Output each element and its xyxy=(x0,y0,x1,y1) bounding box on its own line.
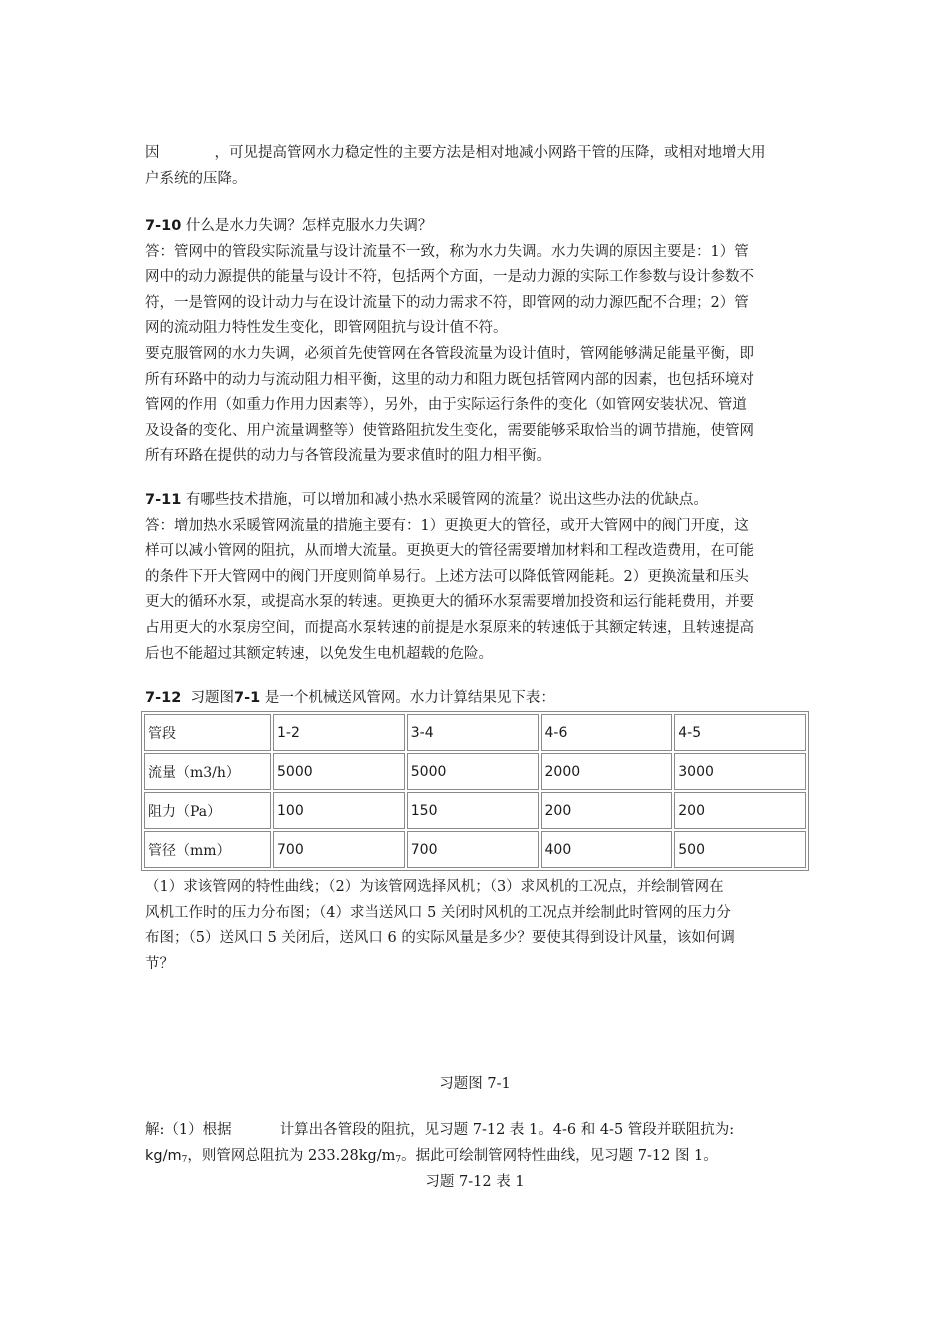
answer-line: 网的流动阻力特性发生变化，即管网阻抗与设计值不符。 xyxy=(145,320,508,337)
table-cell: 阻力（Pa） xyxy=(144,792,271,829)
table-row xyxy=(144,792,806,829)
table-cell: 4-6 xyxy=(541,714,673,751)
table-cell: 500 xyxy=(674,831,806,868)
table-cell: 200 xyxy=(674,792,806,829)
answer-line: 样可以减小管网的阻抗，从而增大流量。更换更大的管径需要增加材料和工程改造费用，在可能 xyxy=(145,543,754,560)
answer-line: 答：管网中的管段实际流量与设计流量不一致，称为水力失调。水力失调的原因主要是：1）管 xyxy=(145,243,749,260)
answer-line: 所有环路中的动力与流动阻力相平衡，这里的动力和阻力既包括管网内部的因素，也包括环境对 xyxy=(145,371,754,388)
solution-line1-post: 计算出各管段的阻抗，见习题 7-12 表 1。4-6 和 4-5 管段并联阻抗为: xyxy=(279,1122,735,1138)
question-7-12-heading xyxy=(145,686,808,712)
table-cell: 700 xyxy=(273,831,405,868)
title-post: 是一个机械送风管网。水力计算结果见下表： xyxy=(264,690,555,706)
table-cell: 管段 xyxy=(144,714,271,751)
table-cell: 2000 xyxy=(541,753,673,790)
intro-line1-pre: 因 xyxy=(145,145,160,161)
unit-text: kg/m xyxy=(145,1147,182,1164)
task-line: 布图；（5）送风口 5 关闭后，送风口 6 的实际风量是多少？要使其得到设计风量，该如何调 xyxy=(145,930,735,947)
question-7-11 xyxy=(145,488,808,667)
answer-line: 更大的循环水泵，或提高水泵的转速。更换更大的循环水泵需要增加投资和运行能耗费用，并要 xyxy=(145,594,754,611)
answer-line: 管网的作用（如重力作用力因素等），另外，由于实际运行条件的变化（如管网安装状况、管道 xyxy=(145,397,747,414)
question-7-12-tasks xyxy=(145,875,808,977)
answer-line: 网中的动力源提供的能量与设计不符，包括两个方面，一是动力源的实际工作参数与设计参数不 xyxy=(145,269,754,286)
table-cell: 5000 xyxy=(407,753,539,790)
answer-line: 所有环路在提供的动力与各管段流量为要求值时的阻力相平衡。 xyxy=(145,448,551,465)
question-number: 7-10 xyxy=(145,218,182,234)
intro-paragraph xyxy=(145,141,808,192)
intro-line1-post: ，可见提高管网水力稳定性的主要方法是相对地减小网路干管的压降，或相对地增大用 xyxy=(214,145,766,161)
table-cell: 3000 xyxy=(674,753,806,790)
table-cell: 管径（mm） xyxy=(144,831,271,868)
question-title: 有哪些技术措施，可以增加和减小热水采暖管网的流量？说出这些办法的优缺点。 xyxy=(185,492,708,508)
answer-line: 答：增加热水采暖管网流量的措施主要有：1）更换更大的管径，或开大管网中的阀门开度，这 xyxy=(145,517,749,534)
table-cell: 150 xyxy=(407,792,539,829)
title-figure-ref: 7-1 xyxy=(234,690,261,706)
solution-line2-mid: ，则管网总阻抗为 233.28kg/m xyxy=(187,1147,396,1164)
question-number: 7-12 xyxy=(145,690,182,706)
table-cell: 200 xyxy=(541,792,673,829)
table-cell: 流量（m3/h） xyxy=(144,753,271,790)
intro-line2: 户系统的压降。 xyxy=(145,170,247,187)
task-line: （1）求该管网的特性曲线；（2）为该管网选择风机；（3）求风机的工况点，并绘制管网在 xyxy=(145,879,724,895)
figure-caption: 习题图 7-1 xyxy=(439,1076,511,1092)
question-number: 7-11 xyxy=(145,492,182,508)
table-row xyxy=(144,831,806,868)
solution-line1-pre: 解:（1）根据 xyxy=(145,1122,232,1138)
table-row xyxy=(144,714,806,751)
answer-line: 及设备的变化、用户流量调整等）使管路阻抗发生变化，需要能够采取恰当的调节措施，使管网 xyxy=(145,422,754,439)
exponent: 7 xyxy=(181,1154,188,1165)
table-caption: 习题 7-12 表 1 xyxy=(425,1174,525,1190)
title-pre: 习题图 xyxy=(190,690,235,706)
table-cell: 5000 xyxy=(273,753,405,790)
table-row xyxy=(144,753,806,790)
task-line: 风机工作时的压力分布图；（4）求当送风口 5 关闭时风机的工况点并绘制此时管网的压力分 xyxy=(145,904,731,921)
table-cell: 3-4 xyxy=(407,714,539,751)
table-cell: 4-5 xyxy=(674,714,806,751)
table-cell: 1-2 xyxy=(273,714,405,751)
solution-line2-end: 。据此可绘制管网特性曲线，见习题 7-12 图 1。 xyxy=(401,1147,718,1164)
question-title: 什么是水力失调？怎样克服水力失调？ xyxy=(185,218,433,234)
answer-line: 要克服管网的水力失调，必须首先使管网在各管段流量为设计值时，管网能够满足能量平衡，即 xyxy=(145,345,754,362)
table-cell: 100 xyxy=(273,792,405,829)
exponent: 7 xyxy=(395,1154,402,1165)
answer-line: 符，一是管网的设计动力与在设计流量下的动力需求不符，即管网的动力源匹配不合理；2）管 xyxy=(145,294,749,311)
table-cell: 700 xyxy=(407,831,539,868)
answer-line: 的条件下开大管网中的阀门开度则简单易行。上述方法可以降低管网能耗。2）更换流量和压头 xyxy=(145,568,749,585)
solution-paragraph xyxy=(145,1118,808,1171)
table-cell: 400 xyxy=(541,831,673,868)
hydraulic-table xyxy=(141,711,809,871)
answer-line: 后也不能超过其额定转速，以免发生电机超载的危险。 xyxy=(145,645,493,662)
task-line: 节？ xyxy=(145,955,174,972)
question-7-10 xyxy=(145,214,808,470)
answer-line: 占用更大的水泵房空间，而提高水泵转速的前提是水泵原来的转速低于其额定转速，且转速提高 xyxy=(145,619,754,636)
